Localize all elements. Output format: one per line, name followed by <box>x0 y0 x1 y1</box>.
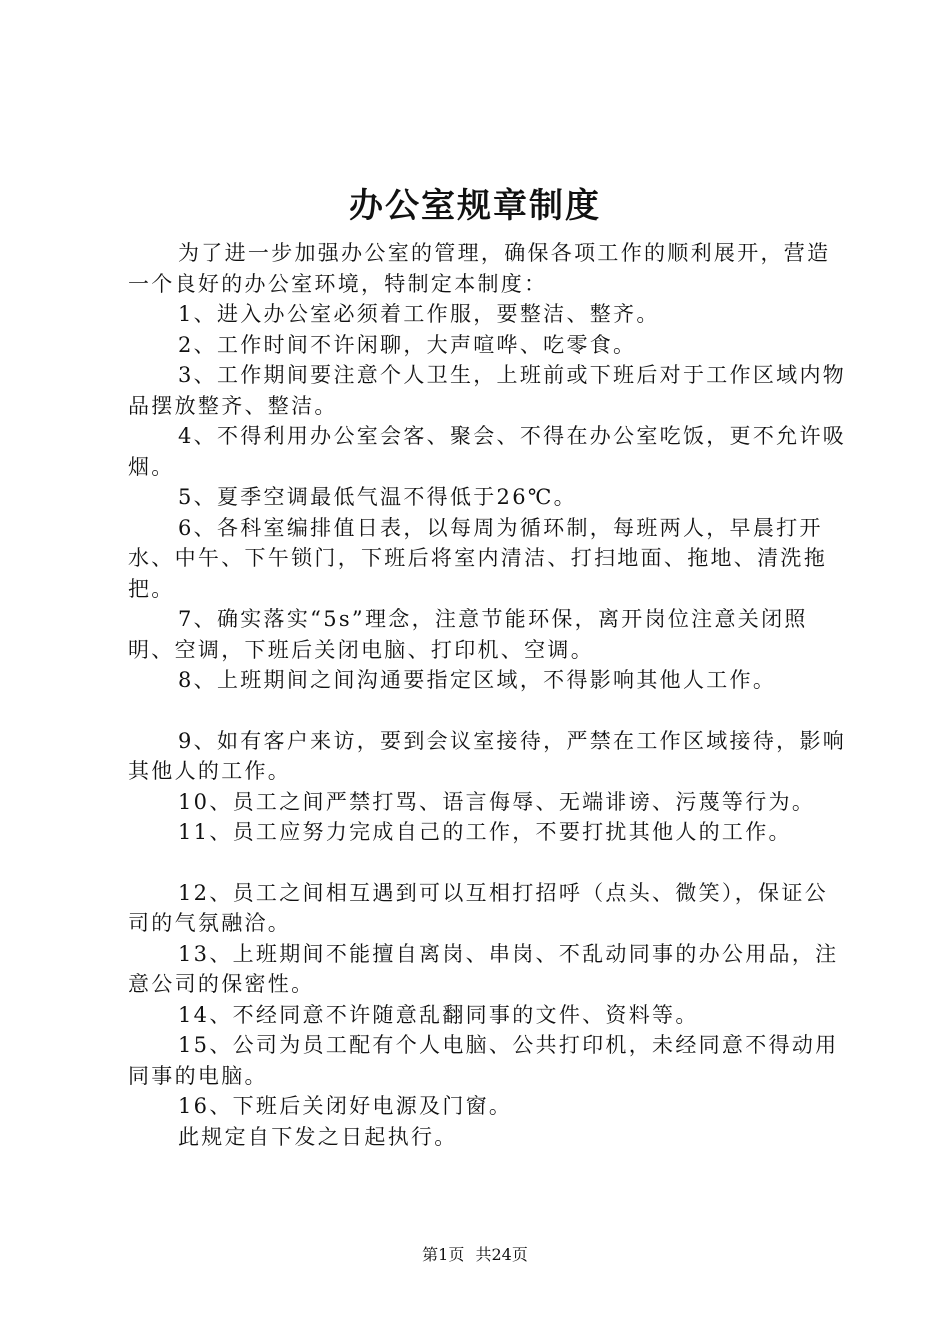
rule-14: 14、不经同意不许随意乱翻同事的文件、资料等。 <box>178 1002 699 1027</box>
page-number: 第1页 <box>422 1245 465 1264</box>
rule-13: 13、上班期间不能擅自离岗、串岗、不乱动同事的办公用品，注意公司的保密性。 <box>128 941 839 996</box>
rule-1: 1、进入办公室必须着工作服，要整洁、整齐。 <box>178 302 660 326</box>
rule-9: 9、如有客户来访，要到会议室接待，严禁在工作区域接待，影响其他人的工作。 <box>128 728 847 783</box>
rule-2: 2、工作时间不许闲聊，大声喧哗、吃零食。 <box>178 332 637 357</box>
rule-16: 16、下班后关闭好电源及门窗。 <box>178 1094 513 1118</box>
rule-12: 12、员工之间相互遇到可以互相打招呼（点头、微笑），保证公司的气氛融洽。 <box>128 880 828 935</box>
document-title: 办公室规章制度 <box>349 186 601 226</box>
rule-4: 4、不得利用办公室会客、聚会、不得在办公室吃饭，更不允许吸烟。 <box>128 424 847 479</box>
page-total: 共24页 <box>475 1245 528 1264</box>
rule-5: 5、夏季空调最低气温不得低于26℃。 <box>178 485 577 509</box>
intro-paragraph: 为了进一步加强办公室的管理，确保各项工作的顺利展开，营造一个良好的办公室环境，特制定本制度： <box>128 241 831 296</box>
rule-3: 3、工作期间要注意个人卫生，上班前或下班后对于工作区域内物品摆放整齐、整洁。 <box>128 363 847 418</box>
rule-10: 10、员工之间严禁打骂、语言侮辱、无端诽谤、污蔑等行为。 <box>178 789 816 814</box>
closing-statement: 此规定自下发之日起执行。 <box>178 1124 458 1149</box>
rule-6: 6、各科室编排值日表，以每周为循环制，每班两人，早晨打开水、中午、下午锁门，下班后将室内清洁、打扫地面、拖地、清洗拖把。 <box>128 515 827 601</box>
rule-15: 15、公司为员工配有个人电脑、公共打印机，未经同意不得动用同事的电脑。 <box>128 1033 839 1088</box>
rule-7: 7、确实落实“5s”理念，注意节能环保，离开岗位注意关闭照明、空调，下班后关闭电脑、打印机、空调。 <box>128 607 808 662</box>
rule-11: 11、员工应努力完成自己的工作，不要打扰其他人的工作。 <box>178 820 792 844</box>
page-footer <box>0 1243 950 1267</box>
document-body <box>128 238 850 1152</box>
rule-8: 8、上班期间之间沟通要指定区域，不得影响其他人工作。 <box>178 668 777 692</box>
